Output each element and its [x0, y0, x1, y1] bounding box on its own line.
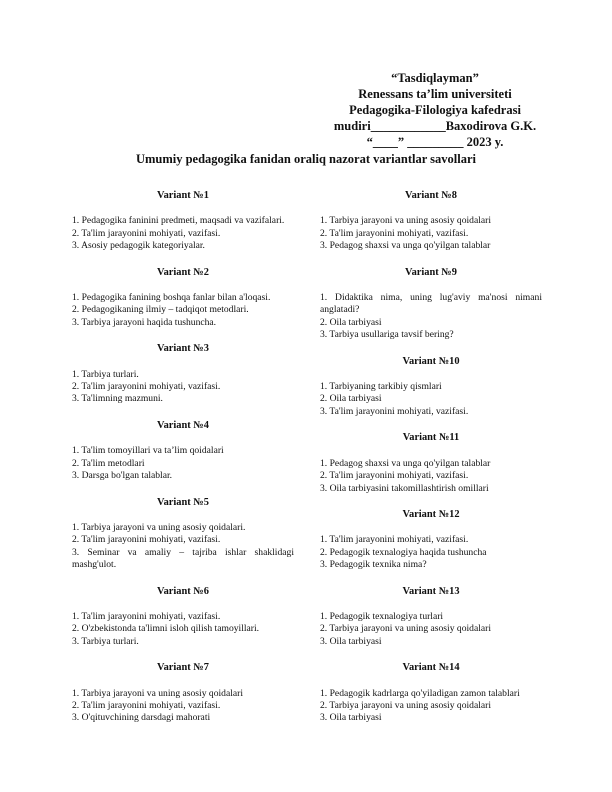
question-item: 3. Tarbiya usullariga tavsif bering?	[320, 329, 454, 341]
question-item: 2. Ta'lim jarayonini mohiyati, vazifasi.	[72, 534, 221, 546]
question-item: 3. Ta'lim jarayonini mohiyati, vazifasi.	[320, 405, 469, 417]
variant-title: Variant №1	[157, 190, 209, 201]
variant-title: Variant №3	[157, 343, 209, 355]
department-name: Pedagogika-Filologiya kafedrasi	[349, 103, 521, 117]
question-item: 1. Tarbiyaning tarkibiy qismlari	[320, 381, 442, 393]
question-list	[320, 534, 542, 571]
question-item: 1. Tarbiya turlari.	[72, 368, 139, 380]
question-item: 2. Ta'lim jarayonini mohiyati, vazifasi.	[320, 227, 469, 239]
question-item: 2. Ta'lim jarayonini mohiyati, vazifasi.	[72, 699, 221, 711]
question-item: 3. Oila tarbiyasini takomillashtirish omillari	[320, 482, 489, 494]
question-item: 2. Pedagogik texnalogiya haqida tushuncha	[320, 546, 487, 558]
variant-title: Variant №10	[402, 355, 460, 367]
variant-block	[320, 267, 542, 342]
approval-heading: “Tasdiqlayman”	[391, 71, 479, 85]
question-list	[72, 369, 294, 406]
variant-block	[72, 662, 294, 725]
question-list	[72, 445, 294, 482]
question-item: 2. Pedagogikaning ilmiy – tadqiqot metodlari.	[72, 304, 249, 316]
question-item: 1. Tarbiya jarayoni va uning asosiy qoidalari	[320, 215, 491, 227]
question-item: 1. Ta'lim jarayonini mohiyati, vazifasi.	[320, 534, 469, 546]
variant-block	[320, 356, 542, 419]
variant-title: Variant №14	[402, 662, 460, 674]
question-item: 2. O'zbekistonda ta'limni isloh qilish tamoyillari.	[72, 623, 260, 635]
variant-title: Variant №8	[405, 190, 457, 201]
question-item: 3. Pedagogik texnika nima?	[320, 559, 427, 571]
approval-block	[330, 70, 540, 150]
question-item: 3. Oila tarbiyasi	[320, 712, 382, 724]
variant-block	[320, 586, 542, 649]
variant-title: Variant №2	[157, 266, 209, 278]
question-item: 1. Pedagogik texnalogiya turlari	[320, 610, 444, 622]
variant-title: Variant №7	[157, 662, 209, 674]
question-item: 2. Ta'lim jarayonini mohiyati, vazifasi.	[320, 470, 469, 482]
variant-title: Variant №4	[157, 419, 209, 431]
question-item: 1. Tarbiya jarayoni va uning asosiy qoidalari	[72, 687, 243, 699]
question-item: 2. Ta'lim jarayonini mohiyati, vazifasi.	[72, 381, 221, 393]
question-list	[72, 522, 294, 572]
variant-block	[72, 267, 294, 330]
question-item: 3. Pedagog shaxsi va unga qo'yilgan talablar	[320, 240, 491, 252]
variant-title: Variant №9	[405, 266, 457, 278]
question-item: 1. Ta'lim jarayonini mohiyati, vazifasi.	[72, 610, 221, 622]
document-title: Umumiy pedagogika fanidan oraliq nazorat variantlar savollari	[135, 152, 477, 166]
question-item: 3. Darsga bo'lgan talablar.	[72, 470, 173, 482]
question-list	[72, 292, 294, 329]
variant-block	[72, 190, 294, 253]
variant-block	[320, 432, 542, 495]
question-list	[320, 458, 542, 495]
variant-title: Variant №12	[402, 508, 460, 520]
question-item: 2. Oila tarbiyasi	[320, 316, 382, 328]
variant-title: Variant №6	[157, 585, 209, 597]
question-item: 2. Ta'lim jarayonini mohiyati, vazifasi.	[72, 227, 221, 239]
question-list	[320, 292, 542, 342]
variant-block	[320, 509, 542, 572]
question-item: 3. Oila tarbiyasi	[320, 635, 382, 647]
question-item: 1. Didaktika nima, uning lug'aviy ma'nosi nimani anglatadi?	[320, 292, 542, 316]
question-item: 2. Tarbiya jarayoni va uning asosiy qoidalari	[320, 699, 491, 711]
variant-block	[72, 497, 294, 572]
question-list	[72, 611, 294, 648]
variant-block	[320, 662, 542, 725]
variant-title: Variant №11	[402, 432, 460, 444]
question-list	[320, 611, 542, 648]
left-column	[72, 190, 294, 739]
question-item: 1. Pedagogik kadrlarga qo'yiladigan zamon talablari	[320, 687, 520, 699]
variant-block	[320, 190, 542, 253]
variant-title: Variant №13	[402, 585, 460, 597]
question-list	[72, 688, 294, 725]
question-list	[72, 215, 294, 252]
question-item: 3. Ta'limning mazmuni.	[72, 393, 163, 405]
approval-date-line: “____” _________ 2023 y.	[366, 135, 504, 149]
question-item: 3. Asosiy pedagogik kategoriyalar.	[72, 240, 205, 252]
question-item: 3. O'qituvchining darsdagi mahorati	[72, 712, 211, 724]
question-item: 1. Pedagogika faninini predmeti, maqsadi va vazifalari.	[72, 215, 285, 227]
question-item: 1. Pedagogika fanining boshqa fanlar bilan a'loqasi.	[72, 292, 271, 304]
question-item: 2. Oila tarbiyasi	[320, 393, 382, 405]
right-column	[320, 190, 542, 739]
question-item: 2. Tarbiya jarayoni va uning asosiy qoidalari	[320, 623, 491, 635]
university-name: Renessans ta’lim universiteti	[358, 87, 512, 101]
variant-block	[72, 343, 294, 406]
department-head-signature-line: mudiri____________Baxodirova G.K.	[333, 119, 537, 133]
question-item: 3. Tarbiya jarayoni haqida tushuncha.	[72, 316, 217, 328]
variant-block	[72, 586, 294, 649]
question-item: 1. Tarbiya jarayoni va uning asosiy qoidalari.	[72, 521, 246, 533]
question-item: 2. Ta'lim metodlari	[72, 457, 145, 469]
question-list	[320, 688, 542, 725]
question-item: 1. Ta'lim tomoyillari va ta’lim qoidalari	[72, 445, 224, 457]
variant-title: Variant №5	[157, 496, 209, 508]
question-item: 1. Pedagog shaxsi va unga qo'yilgan talablar	[320, 457, 491, 469]
question-item: 3. Seminar va amaliy – tajriba ishlar shaklidagi mashg'ulot.	[72, 546, 294, 571]
question-list	[320, 215, 542, 252]
question-item: 3. Tarbiya turlari.	[72, 635, 139, 647]
question-list	[320, 381, 542, 418]
variant-block	[72, 420, 294, 483]
